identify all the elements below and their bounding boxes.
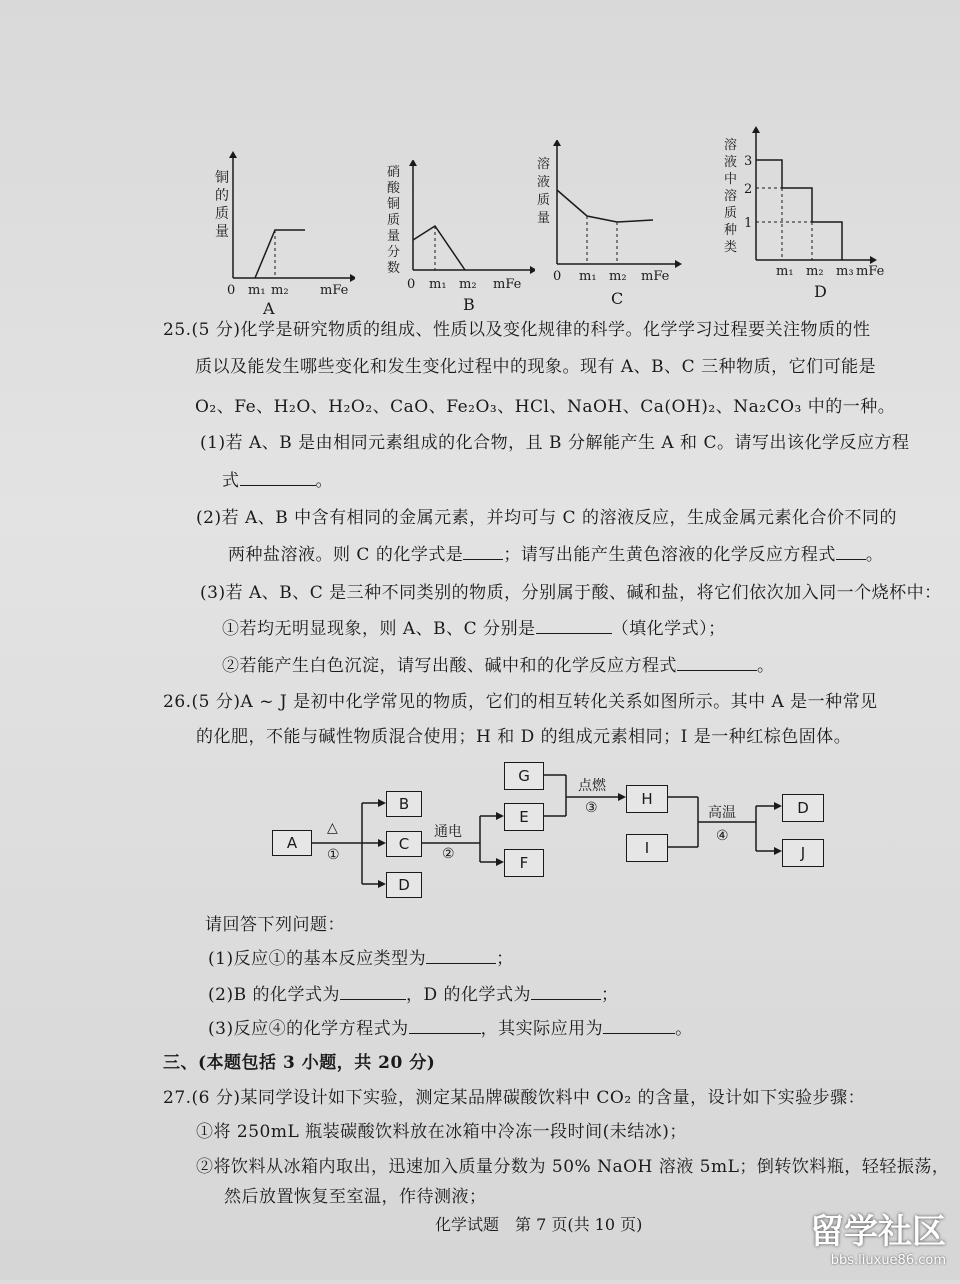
svg-text:质: 质 [724, 206, 738, 221]
q27-line1: 27.(6 分)某同学设计如下实验，测定某品牌碳酸饮料中 CO₂ 的含量，设计如下实验步骤： [163, 1088, 866, 1108]
section-3-heading: 三、(本题包括 3 小题，共 20 分) [163, 1053, 436, 1073]
q26-answer2: (2)B 的化学式为 ，D 的化学式为 ； [208, 985, 619, 1005]
graph-d-m3: m₃ [836, 264, 854, 279]
node-b: B [386, 791, 422, 817]
svg-text:硝: 硝 [387, 165, 401, 180]
graph-d-m2: m₂ [806, 264, 824, 279]
graph-d-m1: m₁ [776, 264, 794, 279]
reaction4-condition: 高温 [708, 805, 736, 821]
svg-text:种: 种 [724, 223, 738, 238]
graph-b [385, 160, 535, 320]
q25-part2b: 两种盐溶液。则 C 的化学式是 ；请写出能产生黄色溶液的化学反应方程式 。 [228, 545, 884, 565]
svg-text:分: 分 [387, 245, 401, 260]
node-i: I [626, 834, 668, 862]
reaction3-condition: 点燃 [578, 778, 606, 794]
node-g: G [504, 762, 544, 790]
q26-ask: 请回答下列问题： [205, 915, 345, 935]
q25-line1: 25.(5 分)化学是研究物质的组成、性质以及变化规律的科学。化学学习过程要关注物质的性 [163, 320, 871, 340]
svg-text:数: 数 [387, 261, 401, 276]
watermark-url: bbs.liuxue86.com [830, 1253, 946, 1268]
node-d1: D [386, 872, 422, 898]
graph-a [205, 150, 355, 320]
graph-a-caption: A [263, 299, 275, 318]
svg-text:质: 质 [215, 206, 229, 222]
svg-text:溶: 溶 [724, 138, 738, 153]
graph-c-m2: m₂ [609, 269, 627, 284]
svg-text:溶: 溶 [724, 189, 738, 204]
svg-text:类: 类 [724, 240, 738, 255]
q25-part3a: ①若均无明显现象，则 A、B、C 分别是 （填化学式）； [222, 619, 726, 639]
svg-text:中: 中 [724, 172, 738, 187]
q25-part1a: (1)若 A、B 是由相同元素组成的化合物，且 B 分解能产生 A 和 C。请写出该化学反应方程 [200, 433, 910, 453]
reaction4-number: ④ [716, 828, 729, 844]
graph-b-origin: 0 [407, 277, 416, 292]
svg-text:量: 量 [215, 224, 229, 240]
reaction2-condition: 通电 [434, 824, 462, 840]
graph-d [720, 125, 895, 305]
node-f: F [504, 849, 544, 877]
graph-b-m2: m₂ [459, 277, 477, 292]
node-e: E [504, 803, 544, 831]
graph-d-y1: 1 [744, 216, 753, 231]
node-h: H [626, 785, 668, 813]
graph-c-caption: C [611, 289, 624, 308]
q26-answer3: (3)反应④的化学方程式为 ，其实际应用为 。 [208, 1019, 693, 1039]
graph-d-xlabel: mFe [856, 264, 885, 279]
site-watermark [810, 1204, 946, 1268]
node-d2: D [782, 794, 824, 822]
svg-text:液: 液 [537, 175, 551, 190]
q25-part3b: ②若能产生白色沉淀，请写出酸、碱中和的化学反应方程式 。 [222, 656, 775, 676]
q27-step1: ①将 250mL 瓶装碳酸饮料放在冰箱中冷冻一段时间(未结冰)； [196, 1122, 687, 1142]
q26-answer1: (1)反应①的基本反应类型为 ； [208, 949, 514, 969]
q25-line2: 质以及能发生哪些变化和发生变化过程中的现象。现有 A、B、C 三种物质，它们可能是 [195, 357, 877, 377]
q25-line3: O₂、Fe、H₂O、H₂O₂、CaO、Fe₂O₃、HCl、NaOH、Ca(OH)₂、Na₂CO₃ 中的一种。 [195, 397, 896, 417]
graph-d-caption: D [814, 282, 827, 301]
graph-a-m1: m₁ [248, 283, 266, 298]
graph-c-origin: 0 [553, 269, 562, 284]
reaction1-condition: △ [327, 820, 338, 836]
graph-b-xlabel: mFe [493, 277, 522, 292]
graph-b-caption: B [463, 295, 475, 314]
svg-text:量: 量 [387, 229, 401, 244]
reaction3-number: ③ [585, 800, 598, 816]
graph-d-y2: 2 [744, 182, 753, 197]
graph-c [535, 140, 685, 310]
svg-text:量: 量 [537, 211, 551, 226]
svg-text:铜: 铜 [387, 197, 401, 212]
page-footer: 化学试题 第 7 页(共 10 页) [435, 1215, 643, 1234]
svg-text:的: 的 [215, 188, 229, 204]
q26-line1: 26.(5 分)A ~ J 是初中化学常见的物质，它们的相互转化关系如图所示。其中 A 是一种常见 [163, 692, 878, 712]
q25-part3: (3)若 A、B、C 是三种不同类别的物质，分别属于酸、碱和盐，将它们依次加入同一个烧杯中： [200, 583, 942, 603]
reaction1-number: ① [327, 847, 340, 863]
graph-a-ylabel: 铜 [215, 170, 229, 186]
q27-step2b: 然后放置恢复至室温，作待测液； [224, 1187, 487, 1207]
svg-text:质: 质 [537, 193, 551, 208]
node-a: A [272, 830, 312, 856]
svg-text:溶: 溶 [537, 157, 551, 172]
q27-step2: ②将饮料从冰箱内取出，迅速加入质量分数为 50% NaOH 溶液 5mL；倒转饮料瓶，轻轻振荡， [196, 1157, 950, 1177]
q25-part2a: (2)若 A、B 中含有相同的金属元素，并均可与 C 的溶液反应，生成金属元素化合价不同的 [196, 508, 897, 528]
graph-b-m1: m₁ [429, 277, 447, 292]
watermark-title: 留学社区 [810, 1212, 946, 1252]
node-c: C [386, 831, 422, 857]
graph-a-m2: m₂ [271, 283, 289, 298]
graph-d-y3: 3 [744, 154, 753, 169]
q25-part1b: 式 。 [222, 471, 333, 491]
svg-text:液: 液 [724, 155, 738, 170]
svg-text:质: 质 [387, 213, 401, 228]
graph-c-xlabel: mFe [641, 269, 670, 284]
graph-a-xlabel: mFe [320, 283, 349, 298]
node-j: J [782, 839, 824, 867]
reaction2-number: ② [442, 846, 455, 862]
q26-line2: 的化肥，不能与碱性物质混合使用；H 和 D 的组成元素相同；I 是一种红棕色固体。 [196, 727, 852, 747]
graph-c-m1: m₁ [579, 269, 597, 284]
graph-a-origin: 0 [227, 283, 236, 298]
svg-text:酸: 酸 [387, 181, 401, 196]
